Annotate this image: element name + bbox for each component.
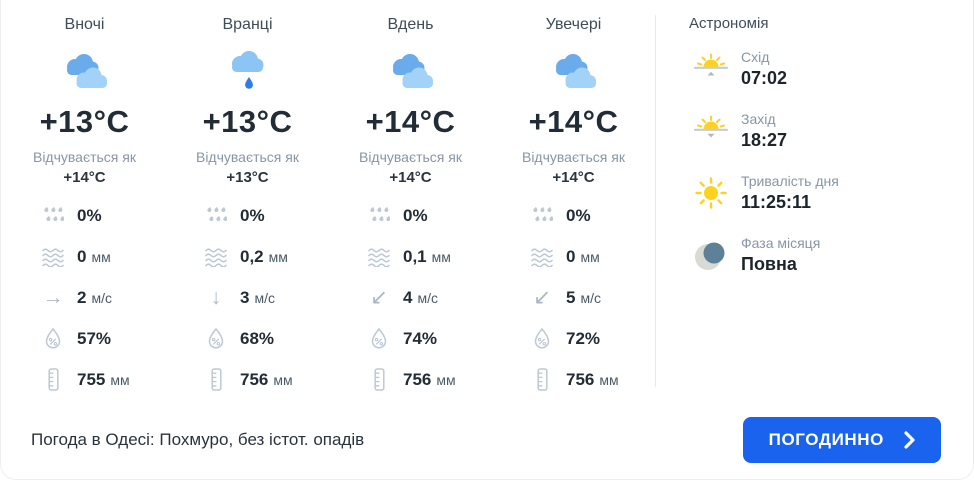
period-label: Вдень: [387, 16, 434, 33]
pressure-unit: мм: [599, 371, 619, 388]
moon-phase-icon: [689, 235, 733, 275]
metrics: [492, 195, 655, 400]
precip-amount-row: [40, 236, 166, 277]
cloudy-icon: [62, 43, 108, 99]
pressure-ruler-icon: [203, 367, 229, 392]
wind-row: [366, 277, 492, 318]
forecast-column-evening: [492, 0, 655, 401]
temperature: +13°C: [202, 104, 293, 139]
wind-arrow-icon: ↙: [533, 286, 551, 309]
pressure-row: [203, 359, 329, 400]
drizzle-icon: [203, 207, 229, 224]
sunset-label: Захід: [741, 111, 776, 127]
feels-like-value: +14°C: [552, 169, 595, 186]
sun-icon: [689, 173, 733, 211]
temperature: +13°C: [39, 104, 130, 139]
drizzle-icon: [366, 207, 392, 224]
pressure-row: [529, 359, 655, 400]
pressure-unit: мм: [436, 371, 456, 388]
astronomy-panel: [656, 0, 839, 401]
sunrise-item: [689, 49, 839, 92]
sunrise-text: [741, 49, 787, 89]
drizzle-icon: [529, 207, 555, 224]
humidity-drop-icon: [529, 327, 555, 350]
period-label: Увечері: [545, 16, 602, 33]
cloudy-icon: [551, 43, 597, 99]
humidity-row: [40, 318, 166, 359]
precip-amount-value: 0,1: [403, 246, 427, 266]
sunrise-value: 07:02: [741, 68, 788, 88]
humidity-row: [203, 318, 329, 359]
feels-like-label: Відчувається як: [521, 149, 625, 165]
wind-speed-value: 2: [77, 287, 87, 307]
waves-icon: [366, 247, 392, 267]
precip-chance-row: [203, 195, 329, 236]
pressure-value: 755: [77, 369, 106, 389]
precip-chance-row: [366, 195, 492, 236]
wind-speed-value: 4: [403, 287, 413, 307]
humidity-value: 57%: [77, 328, 112, 348]
forecast-column-day: [329, 0, 492, 401]
precip-chance-value: 0%: [566, 205, 591, 225]
rain-cloud-icon: [226, 43, 270, 99]
temperature: +14°C: [365, 104, 456, 139]
day-length-item: [689, 173, 839, 216]
precip-amount-row: [529, 236, 655, 277]
wind-row: [529, 277, 655, 318]
hourly-button[interactable]: [743, 417, 941, 463]
wind-speed-unit: м/с: [580, 289, 601, 306]
chevron-right-icon: [904, 431, 915, 449]
pressure-value: 756: [240, 369, 269, 389]
humidity-value: 68%: [240, 328, 275, 348]
moon-phase-value: Повна: [741, 254, 797, 274]
wind-speed-value: 5: [566, 287, 576, 307]
sunset-text: [741, 111, 787, 151]
precip-chance-value: 0%: [240, 205, 265, 225]
pressure-unit: мм: [110, 371, 130, 388]
hourly-button-label: ПОГОДИННО: [768, 430, 884, 450]
forecast-section: [1, 0, 973, 401]
precip-chance-value: 0%: [77, 205, 102, 225]
precip-amount-unit: мм: [580, 248, 600, 265]
metrics: [3, 195, 166, 400]
humidity-drop-icon: [203, 327, 229, 350]
wind-speed-unit: м/с: [91, 289, 112, 306]
precip-amount-unit: мм: [431, 248, 451, 265]
drizzle-icon: [40, 207, 66, 224]
wind-speed-unit: м/с: [254, 289, 275, 306]
forecast-column-night: [3, 0, 166, 401]
feels-like-label: Відчувається як: [195, 149, 299, 165]
waves-icon: [203, 247, 229, 267]
humidity-value: 72%: [566, 328, 601, 348]
sunset-icon: [689, 111, 733, 141]
astronomy-title: Астрономія: [689, 15, 769, 32]
wind-row: [40, 277, 166, 318]
sunrise-icon: [689, 49, 733, 79]
pressure-ruler-icon: [366, 367, 392, 392]
wind-arrow-icon: ↙: [370, 286, 388, 309]
temperature: +14°C: [528, 104, 619, 139]
precip-amount-row: [203, 236, 329, 277]
wind-arrow-icon: ↓: [210, 286, 222, 309]
forecast-columns: [1, 0, 655, 401]
feels-like-label: Відчувається як: [358, 149, 462, 165]
metrics: [166, 195, 329, 400]
precip-amount-value: 0: [566, 246, 576, 266]
day-length-label: Тривалість дня: [741, 173, 839, 189]
day-length-value: 11:25:11: [741, 192, 812, 212]
pressure-value: 756: [403, 369, 432, 389]
metrics: [329, 195, 492, 400]
pressure-row: [40, 359, 166, 400]
precip-amount-row: [366, 236, 492, 277]
precip-chance-row: [40, 195, 166, 236]
humidity-row: [529, 318, 655, 359]
sunset-item: [689, 111, 839, 154]
feels-like-value: +14°C: [389, 169, 432, 186]
pressure-unit: мм: [273, 371, 293, 388]
feels-like-label: Відчувається як: [32, 149, 136, 165]
waves-icon: [529, 247, 555, 267]
humidity-row: [366, 318, 492, 359]
precip-amount-value: 0,2: [240, 246, 264, 266]
precip-amount-value: 0: [77, 246, 87, 266]
precip-chance-row: [529, 195, 655, 236]
moon-phase-label: Фаза місяця: [741, 235, 821, 251]
feels-like-value: +14°C: [63, 169, 106, 186]
waves-icon: [40, 247, 66, 267]
sunset-value: 18:27: [741, 130, 788, 150]
cloudy-icon: [388, 43, 434, 99]
wind-speed-value: 3: [240, 287, 250, 307]
period-label: Вранці: [222, 16, 273, 33]
moon-phase-item: [689, 235, 839, 278]
humidity-value: 74%: [403, 328, 438, 348]
feels-like-value: +13°C: [226, 169, 269, 186]
wind-speed-unit: м/с: [417, 289, 438, 306]
footer-bar: [1, 401, 973, 479]
wind-arrow-icon: →: [42, 286, 64, 309]
forecast-column-morning: [166, 0, 329, 401]
weather-summary: Погода в Одесі: Похмуро, без істот. опадів: [31, 430, 365, 450]
wind-row: [203, 277, 329, 318]
pressure-value: 756: [566, 369, 595, 389]
pressure-ruler-icon: [40, 367, 66, 392]
humidity-drop-icon: [366, 327, 392, 350]
precip-amount-unit: мм: [268, 248, 288, 265]
pressure-ruler-icon: [529, 367, 555, 392]
day-length-text: [741, 173, 839, 213]
precip-chance-value: 0%: [403, 205, 428, 225]
precip-amount-unit: мм: [91, 248, 111, 265]
humidity-drop-icon: [40, 327, 66, 350]
pressure-row: [366, 359, 492, 400]
sunrise-label: Схід: [741, 49, 770, 65]
moon-phase-text: [741, 235, 820, 275]
period-label: Вночі: [64, 16, 105, 33]
